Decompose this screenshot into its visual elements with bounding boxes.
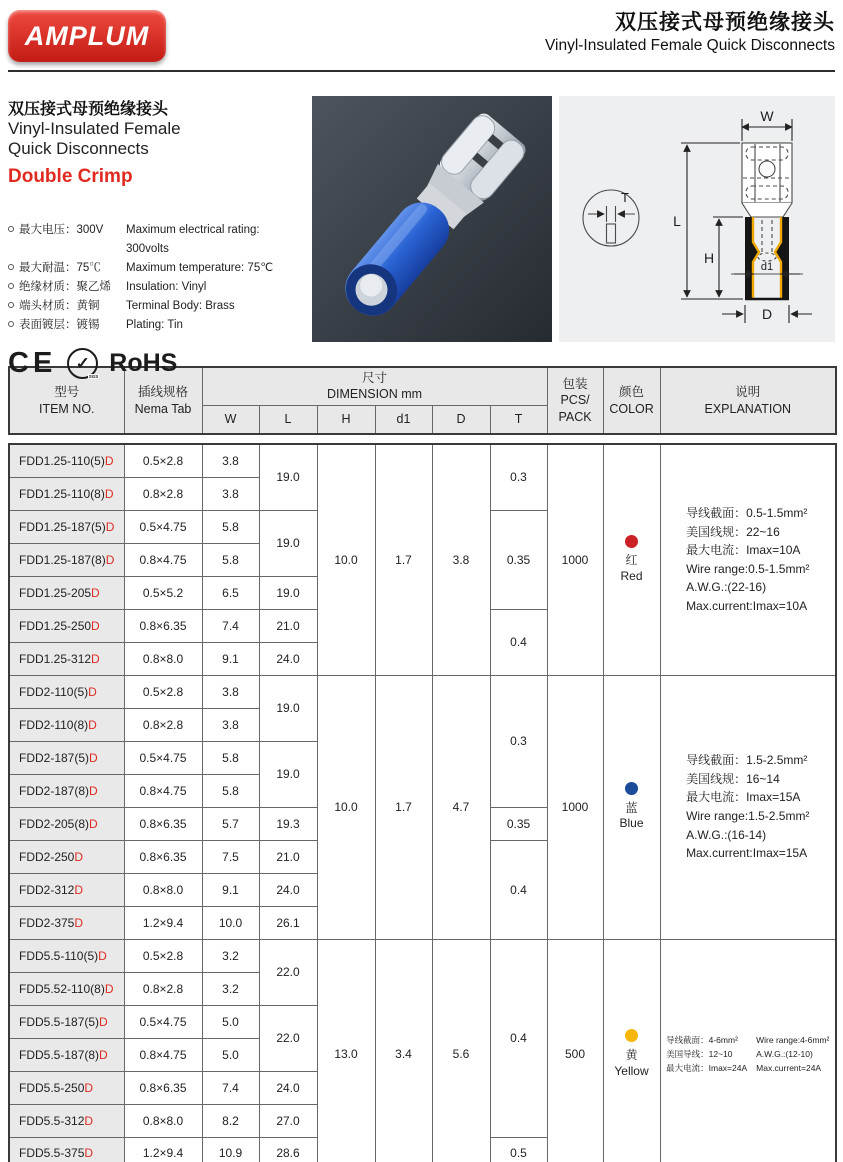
ce-mark-icon: CE — [8, 347, 57, 380]
item-no-cell — [9, 444, 124, 477]
dim-t-cell: 0.4 — [490, 939, 547, 1137]
item-no-text: FDD1.25-205 — [19, 585, 92, 600]
explanation-line: 最大电流：Imax=10A — [686, 543, 801, 558]
dim-l-cell: 19.0 — [259, 576, 317, 609]
dim-t-cell: 0.5 — [490, 1137, 547, 1162]
sgs-label: SGS — [88, 374, 99, 380]
item-no-cell — [9, 510, 124, 543]
nema-tab-cell: 0.8×6.35 — [124, 807, 202, 840]
item-no-cell — [9, 840, 124, 873]
dim-l-cell: 22.0 — [259, 1005, 317, 1071]
spec-label-zh: 最大耐温：75℃ — [19, 262, 101, 275]
dim-l-cell: 21.0 — [259, 840, 317, 873]
dim-l-cell: 19.0 — [259, 741, 317, 807]
item-no-suffix: D — [98, 948, 107, 963]
explanation-line: Wire range:1.5-2.5mm² — [686, 809, 810, 823]
dim-d1-cell: 1.7 — [375, 675, 432, 939]
col-header-t: T — [490, 405, 547, 434]
rohs-mark: RoHS — [109, 349, 178, 378]
dim-l-cell: 26.1 — [259, 906, 317, 939]
product-name-en-line1: Vinyl-Insulated Female — [8, 119, 181, 138]
col-header-pack-en2: PACK — [558, 409, 592, 424]
page-title-zh: 双压接式母预绝缘接头 — [615, 11, 835, 34]
item-no-text: FDD2-110(8) — [19, 717, 89, 732]
spec-label-zh: 表面镀层：镀锡 — [19, 319, 100, 332]
dim-w-cell: 7.4 — [202, 609, 259, 642]
color-dot-icon — [625, 1029, 638, 1042]
explanation-line: Max.current:Imax=10A — [686, 598, 808, 613]
nema-tab-cell: 0.8×6.35 — [124, 609, 202, 642]
col-header-d1: d1 — [375, 405, 432, 434]
item-no-text: FDD2-187(8) — [19, 783, 90, 798]
item-no-cell — [9, 1104, 124, 1137]
brand-logo-text: AMPLUM — [24, 20, 150, 51]
dim-w-cell: 5.8 — [202, 543, 259, 576]
table-row — [9, 939, 836, 972]
nema-tab-cell: 0.8×8.0 — [124, 642, 202, 675]
spec-table-section — [8, 366, 835, 1162]
nema-tab-cell: 0.8×6.35 — [124, 1071, 202, 1104]
dim-h-cell: 10.0 — [317, 675, 375, 939]
dim-l-cell: 27.0 — [259, 1104, 317, 1137]
explanation-line: 导线截面：4-6mm² — [666, 1035, 738, 1046]
item-no-suffix: D — [84, 1080, 94, 1095]
item-no-cell — [9, 1137, 124, 1162]
dim-l-cell: 24.0 — [259, 873, 317, 906]
pack-cell: 1000 — [547, 675, 603, 939]
item-no-suffix: D — [89, 750, 98, 765]
explanation-lines — [686, 751, 809, 863]
nema-tab-cell: 0.8×2.8 — [124, 708, 202, 741]
dim-w-cell: 9.1 — [202, 642, 259, 675]
explanation-line: 美国导线：12~10 — [666, 1049, 733, 1060]
spec-item — [8, 221, 305, 259]
dim-w-cell: 3.8 — [202, 444, 259, 477]
nema-tab-cell: 0.8×8.0 — [124, 1104, 202, 1137]
col-header-pack — [547, 367, 603, 434]
col-header-dim-en: DIMENSION mm — [326, 387, 423, 402]
dim-t-cell: 0.3 — [490, 444, 547, 510]
item-no-text: FDD5.5-250 — [19, 1080, 85, 1095]
dimension-diagram-image — [559, 96, 835, 342]
spec-label-en: Maximum temperature: 75℃ — [126, 262, 274, 275]
col-header-color — [603, 367, 660, 434]
item-no-suffix: D — [84, 1113, 94, 1128]
brand-logo — [8, 10, 166, 62]
item-no-cell — [9, 675, 124, 708]
dim-w-cell: 8.2 — [202, 1104, 259, 1137]
item-no-text: FDD5.5-187(5) — [19, 1014, 100, 1029]
item-no-cell — [9, 576, 124, 609]
dim-w-cell: 3.2 — [202, 972, 259, 1005]
item-no-text: FDD5.5-110(5) — [19, 948, 99, 963]
item-no-suffix: D — [91, 618, 100, 633]
spec-item — [8, 316, 305, 335]
nema-tab-cell: 0.8×4.75 — [124, 543, 202, 576]
nema-tab-cell: 0.8×4.75 — [124, 774, 202, 807]
dim-l-cell: 19.3 — [259, 807, 317, 840]
item-no-cell — [9, 543, 124, 576]
item-no-suffix: D — [88, 684, 97, 699]
dim-l-cell: 19.0 — [259, 444, 317, 510]
spec-item — [8, 297, 305, 316]
item-no-text: FDD2-375 — [19, 915, 75, 930]
item-no-suffix: D — [88, 717, 97, 732]
dim-t-cell: 0.3 — [490, 675, 547, 807]
item-no-cell — [9, 774, 124, 807]
page-title — [545, 10, 835, 56]
spec-label-en: Terminal Body: Brass — [126, 300, 235, 313]
dim-label-h: H — [703, 250, 715, 266]
dim-l-cell: 24.0 — [259, 642, 317, 675]
item-no-text: FDD1.25-312 — [19, 651, 92, 666]
dim-t-cell: 0.4 — [490, 609, 547, 675]
dim-w-cell: 5.0 — [202, 1005, 259, 1038]
explanation-line: Max.current:Imax=15A — [686, 846, 808, 861]
color-name-en: Blue — [619, 816, 644, 831]
item-no-suffix: D — [89, 816, 98, 831]
nema-tab-cell: 0.5×4.75 — [124, 510, 202, 543]
bullet-icon — [8, 226, 14, 232]
item-no-cell — [9, 906, 124, 939]
product-description — [8, 96, 305, 380]
col-header-pack-en1: PCS/ — [560, 393, 590, 408]
pack-cell: 1000 — [547, 444, 603, 675]
nema-tab-cell: 0.8×6.35 — [124, 840, 202, 873]
spec-label-zh: 端头材质：黄铜 — [19, 300, 100, 313]
item-no-suffix: D — [74, 849, 84, 864]
nema-tab-cell: 0.8×4.75 — [124, 1038, 202, 1071]
color-name-zh: 黄 — [625, 1047, 638, 1062]
dim-w-cell: 5.0 — [202, 1038, 259, 1071]
item-no-suffix: D — [74, 882, 84, 897]
dimension-diagram — [559, 96, 835, 342]
nema-tab-cell: 0.5×4.75 — [124, 1005, 202, 1038]
dim-d-cell: 3.8 — [432, 444, 490, 675]
dim-t-cell: 0.4 — [490, 840, 547, 939]
table-row — [9, 675, 836, 708]
explanation-line: Wire range:0.5-1.5mm² — [686, 561, 810, 576]
spec-item — [8, 259, 305, 278]
spec-label-zh: 最大电压：300V — [19, 224, 104, 237]
item-no-text: FDD5.5-187(8) — [19, 1047, 100, 1062]
explanation-line: Max.current=24A — [756, 1063, 822, 1074]
nema-tab-cell: 0.5×5.2 — [124, 576, 202, 609]
color-cell — [603, 444, 660, 675]
item-no-cell — [9, 939, 124, 972]
item-no-suffix: D — [99, 1014, 108, 1029]
col-header-d: D — [432, 405, 490, 434]
item-no-cell — [9, 1071, 124, 1104]
col-header-dim-zh: 尺寸 — [362, 371, 388, 385]
dim-w-cell: 3.8 — [202, 708, 259, 741]
product-photo-image — [312, 96, 552, 342]
color-dot-icon — [625, 782, 638, 795]
item-no-cell — [9, 609, 124, 642]
bullet-icon — [8, 302, 14, 308]
dim-w-cell: 10.0 — [202, 906, 259, 939]
nema-tab-cell: 0.5×2.8 — [124, 939, 202, 972]
item-no-text: FDD2-205(8) — [19, 816, 90, 831]
dim-d-cell: 5.6 — [432, 939, 490, 1162]
dim-w-cell: 9.1 — [202, 873, 259, 906]
dim-l-cell: 28.6 — [259, 1137, 317, 1162]
dim-h-cell: 13.0 — [317, 939, 375, 1162]
item-no-text: FDD2-250 — [19, 849, 75, 864]
item-no-suffix: D — [99, 1047, 108, 1062]
dim-w-cell: 6.5 — [202, 576, 259, 609]
dim-w-cell: 5.8 — [202, 741, 259, 774]
item-no-text: FDD5.5-375 — [19, 1146, 85, 1161]
header-divider — [8, 70, 835, 72]
dim-h-cell: 10.0 — [317, 444, 375, 675]
dim-d-cell: 4.7 — [432, 675, 490, 939]
page-header — [8, 8, 835, 66]
col-header-expl-en: EXPLANATION — [704, 401, 792, 416]
spec-label-en: Plating: Tin — [126, 319, 183, 332]
item-no-suffix: D — [91, 651, 100, 666]
explanation-line: 最大电流：Imax=24A — [666, 1063, 748, 1074]
table-row — [9, 444, 836, 477]
dim-label-w: W — [760, 108, 774, 124]
dim-t-cell: 0.35 — [490, 510, 547, 609]
item-no-suffix: D — [89, 783, 98, 798]
dim-label-d: D — [761, 306, 773, 322]
bullet-icon — [8, 321, 14, 327]
item-no-cell — [9, 873, 124, 906]
item-no-cell — [9, 741, 124, 774]
item-no-text: FDD2-312 — [19, 882, 75, 897]
item-no-text: FDD1.25-110(5) — [19, 453, 105, 468]
item-no-suffix: D — [91, 585, 100, 600]
dim-label-d1: d1 — [760, 261, 774, 273]
dim-w-cell: 7.5 — [202, 840, 259, 873]
dim-d1-cell: 1.7 — [375, 444, 432, 675]
explanation-line: A.W.G.:(12-10) — [756, 1049, 813, 1060]
dim-w-cell: 3.8 — [202, 477, 259, 510]
explanation-cell — [660, 675, 836, 939]
item-no-text: FDD1.25-110(8) — [19, 486, 105, 501]
item-no-suffix: D — [104, 981, 114, 996]
item-no-suffix: D — [105, 519, 115, 534]
item-no-suffix: D — [74, 915, 84, 930]
explanation-line: 美国线规：16~14 — [686, 771, 780, 786]
product-name-zh: 双压接式母预绝缘接头 — [8, 101, 169, 118]
item-no-text: FDD2-187(5) — [19, 750, 90, 765]
explanation-columns — [663, 1033, 834, 1075]
dim-l-cell: 24.0 — [259, 1071, 317, 1104]
dim-l-cell: 22.0 — [259, 939, 317, 1005]
item-no-text: FDD1.25-187(5) — [19, 519, 106, 534]
dim-w-cell: 5.8 — [202, 774, 259, 807]
explanation-line: Wire range:4-6mm² — [756, 1035, 830, 1046]
item-no-cell — [9, 477, 124, 510]
spec-list — [8, 221, 305, 335]
spec-label-zh: 绝缘材质：聚乙烯 — [19, 281, 111, 294]
dim-l-cell: 21.0 — [259, 609, 317, 642]
color-dot-icon — [625, 535, 638, 548]
explanation-line: 导线截面：0.5-1.5mm² — [686, 505, 808, 520]
col-header-expl-zh: 说明 — [735, 385, 761, 400]
dim-w-cell: 3.2 — [202, 939, 259, 972]
sgs-badge-icon — [67, 348, 98, 379]
col-header-item-zh: 型号 — [54, 385, 80, 400]
col-header-color-en: COLOR — [609, 401, 654, 416]
explanation-line: A.W.G.:(16-14) — [686, 827, 767, 842]
col-header-l: L — [259, 405, 317, 434]
item-no-text: FDD1.25-187(8) — [19, 552, 106, 567]
item-no-suffix: D — [105, 552, 115, 567]
explanation-line: 导线截面：1.5-2.5mm² — [686, 753, 808, 768]
col-header-pack-zh: 包装 — [562, 377, 588, 392]
item-no-suffix: D — [104, 453, 114, 468]
explanation-lines — [686, 504, 809, 616]
item-no-cell — [9, 642, 124, 675]
nema-tab-cell: 0.8×8.0 — [124, 873, 202, 906]
item-no-text: FDD1.25-250 — [19, 618, 92, 633]
nema-tab-cell: 0.8×2.8 — [124, 477, 202, 510]
color-cell — [603, 675, 660, 939]
spec-item — [8, 278, 305, 297]
col-header-explanation — [660, 367, 836, 434]
col-header-nema-zh: 插线规格 — [137, 385, 188, 400]
item-no-suffix: D — [84, 1146, 94, 1161]
color-name-en: Yellow — [614, 1063, 649, 1078]
nema-tab-cell: 0.5×2.8 — [124, 675, 202, 708]
dim-w-cell: 5.8 — [202, 510, 259, 543]
product-photo — [312, 96, 552, 342]
check-icon: ✓ — [75, 353, 90, 373]
explanation-line: A.W.G.:(22-16) — [686, 580, 767, 595]
nema-tab-cell: 0.5×4.75 — [124, 741, 202, 774]
page-title-en: Vinyl-Insulated Female Quick Disconnects — [544, 37, 835, 55]
item-no-suffix: D — [104, 486, 114, 501]
item-no-cell — [9, 807, 124, 840]
product-subtitle: Double Crimp — [8, 166, 133, 188]
dim-l-cell: 19.0 — [259, 510, 317, 576]
spec-table-body — [8, 443, 837, 1162]
dim-w-cell: 3.8 — [202, 675, 259, 708]
col-header-w: W — [202, 405, 259, 434]
dim-t-cell: 0.35 — [490, 807, 547, 840]
item-no-cell — [9, 1038, 124, 1071]
explanation-line: 最大电流：Imax=15A — [686, 790, 801, 805]
nema-tab-cell: 0.8×2.8 — [124, 972, 202, 1005]
item-no-text: FDD2-110(5) — [19, 684, 89, 699]
explanation-cell — [660, 444, 836, 675]
col-header-h: H — [317, 405, 375, 434]
nema-tab-cell: 0.5×2.8 — [124, 444, 202, 477]
dim-d1-cell: 3.4 — [375, 939, 432, 1162]
certifications — [8, 347, 305, 380]
explanation-line: 美国线规：22~16 — [686, 524, 780, 539]
col-header-nema-en: Nema Tab — [134, 401, 192, 416]
spec-label-en: Maximum electrical rating: 300volts — [126, 224, 260, 256]
nema-tab-cell: 1.2×9.4 — [124, 1137, 202, 1162]
dim-l-cell: 19.0 — [259, 675, 317, 741]
item-no-cell — [9, 972, 124, 1005]
dim-w-cell: 5.7 — [202, 807, 259, 840]
dim-label-l: L — [673, 213, 681, 229]
explanation-cell — [660, 939, 836, 1162]
item-no-text: FDD5.52-110(8) — [19, 981, 105, 996]
item-no-text: FDD5.5-312 — [19, 1113, 85, 1128]
product-name-en-line2: Quick Disconnects — [8, 139, 149, 159]
color-cell — [603, 939, 660, 1162]
spec-label-en: Insulation: Vinyl — [126, 281, 207, 294]
dim-w-cell: 10.9 — [202, 1137, 259, 1162]
item-no-cell — [9, 1005, 124, 1038]
bullet-icon — [8, 264, 14, 270]
color-name-zh: 蓝 — [625, 800, 638, 815]
pack-cell: 500 — [547, 939, 603, 1162]
color-name-en: Red — [620, 569, 643, 584]
color-name-zh: 红 — [625, 553, 638, 568]
item-no-cell — [9, 708, 124, 741]
bullet-icon — [8, 283, 14, 289]
col-header-color-zh: 颜色 — [619, 385, 645, 400]
dim-label-t: T — [621, 190, 629, 205]
nema-tab-cell: 1.2×9.4 — [124, 906, 202, 939]
col-header-item-en: ITEM NO. — [38, 401, 95, 416]
dim-w-cell: 7.4 — [202, 1071, 259, 1104]
